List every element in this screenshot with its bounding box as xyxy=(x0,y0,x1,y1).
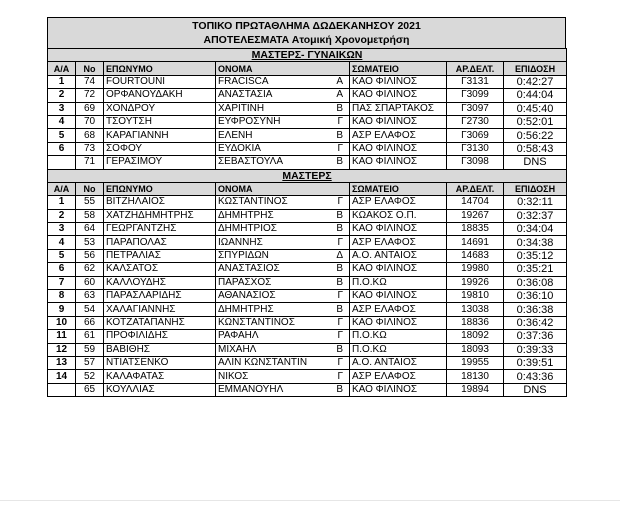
section-title-row xyxy=(48,169,567,182)
first-name: ΕΥΦΡΟΣΥΝΗ xyxy=(218,116,281,128)
name-wrap xyxy=(218,317,347,329)
club-cell: ΚΑΟ ΦΙΛΙΝΟΣ xyxy=(350,383,447,396)
surname-cell: ΚΑΛΛΟΥΔΗΣ xyxy=(104,276,216,289)
rank-cell: 4 xyxy=(48,115,76,128)
license-number-cell: 14704 xyxy=(447,196,504,209)
first-name-cell xyxy=(216,383,350,396)
col-time-header: ΕΠΙΔΟΣΗ xyxy=(504,182,567,195)
name-wrap xyxy=(218,223,347,235)
first-name-cell xyxy=(216,356,350,369)
surname-cell: ΧΑΤΖΗΔΗΜΗΤΡΗΣ xyxy=(104,209,216,222)
table-row xyxy=(48,383,567,396)
license-number-cell: Γ3099 xyxy=(447,89,504,102)
license-number-cell: 14691 xyxy=(447,236,504,249)
first-name: ΡΑΦΑΗΛ xyxy=(218,330,259,342)
club-cell: ΑΣΡ ΕΛΑΦΟΣ xyxy=(350,303,447,316)
club-cell: ΚΑΟ ΦΙΛΙΝΟΣ xyxy=(350,89,447,102)
club-cell: ΚΑΟ ΦΙΛΙΝΟΣ xyxy=(350,156,447,169)
bib-number-cell: 56 xyxy=(76,249,104,262)
bib-number-cell: 53 xyxy=(76,236,104,249)
table-row xyxy=(48,316,567,329)
age-category-letter: Α xyxy=(336,75,343,87)
first-name-cell xyxy=(216,290,350,303)
col-aa-header: Α/Α xyxy=(48,182,76,195)
first-name: ΑΝΑΣΤΑΣΙΑ xyxy=(218,89,273,101)
column-header-row xyxy=(48,62,567,75)
age-category-letter: Β xyxy=(336,156,343,168)
first-name: ΧΑΡΙΤΙΝΗ xyxy=(218,102,265,114)
club-cell: Π.Ο.ΚΩ xyxy=(350,276,447,289)
first-name-cell xyxy=(216,370,350,383)
license-number-cell: 18130 xyxy=(447,370,504,383)
name-wrap xyxy=(218,116,347,128)
license-number-cell: 19894 xyxy=(447,383,504,396)
license-number-cell: 18836 xyxy=(447,316,504,329)
bib-number-cell: 61 xyxy=(76,330,104,343)
first-name-cell xyxy=(216,249,350,262)
surname-cell: ΒΑΒΙΘΗΣ xyxy=(104,343,216,356)
surname-cell: ΓΕΡΑΣΙΜΟΥ xyxy=(104,156,216,169)
club-cell: ΚΑΟ ΦΙΛΙΝΟΣ xyxy=(350,115,447,128)
table-row xyxy=(48,75,567,88)
license-number-cell: 13038 xyxy=(447,303,504,316)
table-row xyxy=(48,115,567,128)
first-name-cell xyxy=(216,223,350,236)
first-name: ΣΠΥΡΙΔΩΝ xyxy=(218,250,269,262)
license-number-cell: 19267 xyxy=(447,209,504,222)
rank-cell: 7 xyxy=(48,276,76,289)
license-number-cell: 14683 xyxy=(447,249,504,262)
bib-number-cell: 63 xyxy=(76,290,104,303)
first-name: ΔΗΜΗΤΡΗΣ xyxy=(218,303,274,315)
name-wrap xyxy=(218,76,347,88)
first-name: ΑΘΑΝΑΣΙΟΣ xyxy=(218,290,276,302)
finish-time-cell: DNS xyxy=(504,383,567,396)
first-name-cell xyxy=(216,115,350,128)
club-cell: ΚΑΟ ΦΙΛΙΝΟΣ xyxy=(350,316,447,329)
first-name-cell xyxy=(216,142,350,155)
name-wrap xyxy=(218,210,347,222)
first-name: ΚΩΝΣΤΑΝΤΙΝΟΣ xyxy=(218,317,295,328)
first-name: ΔΗΜΗΤΡΗΣ xyxy=(218,209,274,221)
rank-cell: 3 xyxy=(48,223,76,236)
bib-number-cell: 68 xyxy=(76,129,104,142)
club-cell: ΚΑΟ ΦΙΛΙΝΟΣ xyxy=(350,290,447,303)
rank-cell: 6 xyxy=(48,263,76,276)
license-number-cell: Γ3097 xyxy=(447,102,504,115)
surname-cell: ΚΟΥΛΛΙΑΣ xyxy=(104,383,216,396)
surname-cell: ΠΑΡΑΠΟΛΑΣ xyxy=(104,236,216,249)
finish-time-cell: 0:32:37 xyxy=(504,209,567,222)
bib-number-cell: 70 xyxy=(76,115,104,128)
first-name-cell xyxy=(216,263,350,276)
club-cell: ΠΑΣ ΣΠΑΡΤΑΚΟΣ xyxy=(350,102,447,115)
club-cell: Α.Ο. ΑΝΤΑΙΟΣ xyxy=(350,249,447,262)
age-category-letter: Γ xyxy=(337,317,343,328)
first-name: ΕΛΕΝΗ xyxy=(218,129,253,141)
surname-cell: ΚΑΛΑΦΑΤΑΣ xyxy=(104,370,216,383)
table-row xyxy=(48,236,567,249)
license-number-cell: 19926 xyxy=(447,276,504,289)
club-cell: Π.Ο.ΚΩ xyxy=(350,330,447,343)
bib-number-cell: 62 xyxy=(76,263,104,276)
bib-number-cell: 54 xyxy=(76,303,104,316)
table-row xyxy=(48,290,567,303)
finish-time-cell: 0:35:21 xyxy=(504,263,567,276)
finish-time-cell: 0:45:40 xyxy=(504,102,567,115)
table-row xyxy=(48,370,567,383)
finish-time-cell: DNS xyxy=(504,156,567,169)
first-name-cell xyxy=(216,196,350,209)
bib-number-cell: 64 xyxy=(76,223,104,236)
finish-time-cell: 0:37:36 xyxy=(504,330,567,343)
rank-cell: 1 xyxy=(48,196,76,209)
finish-time-cell: 0:39:33 xyxy=(504,343,567,356)
first-name-cell xyxy=(216,316,350,329)
bib-number-cell: 73 xyxy=(76,142,104,155)
first-name: ΕΜΜΑΝΟΥΗΛ xyxy=(218,383,284,395)
finish-time-cell: 0:58:43 xyxy=(504,142,567,155)
first-name-cell xyxy=(216,75,350,88)
finish-time-cell: 0:52:01 xyxy=(504,115,567,128)
age-category-letter: Γ xyxy=(337,290,343,302)
surname-cell: ΠΑΡΑΣΛΑΡΙΔΗΣ xyxy=(104,290,216,303)
license-number-cell: Γ3130 xyxy=(447,142,504,155)
table-row xyxy=(48,142,567,155)
rank-cell: 4 xyxy=(48,236,76,249)
finish-time-cell: 0:44:04 xyxy=(504,89,567,102)
surname-cell: ΓΕΩΡΓΑΝΤΖΗΣ xyxy=(104,223,216,236)
surname-cell: ΤΣΟΥΤΣΗ xyxy=(104,115,216,128)
license-number-cell: Γ2730 xyxy=(447,115,504,128)
first-name-cell xyxy=(216,303,350,316)
first-name-cell xyxy=(216,102,350,115)
finish-time-cell: 0:36:08 xyxy=(504,276,567,289)
license-number-cell: 19955 xyxy=(447,356,504,369)
bib-number-cell: 58 xyxy=(76,209,104,222)
finish-time-cell: 0:32:11 xyxy=(504,196,567,209)
age-category-letter: Β xyxy=(336,129,343,141)
club-cell: ΚΑΟ ΦΙΛΙΝΟΣ xyxy=(350,263,447,276)
first-name: ΝΙΚΟΣ xyxy=(218,370,249,382)
table-row xyxy=(48,156,567,169)
license-number-cell: 18093 xyxy=(447,343,504,356)
table-row xyxy=(48,209,567,222)
bib-number-cell: 60 xyxy=(76,276,104,289)
surname-cell: ΠΡΟΦΙΛΙΔΗΣ xyxy=(104,330,216,343)
club-cell: ΚΑΟ ΦΙΛΙΝΟΣ xyxy=(350,223,447,236)
first-name: ΚΩΣΤΑΝΤΙΝΟΣ xyxy=(218,196,288,208)
age-category-letter: Γ xyxy=(337,142,343,154)
rank-cell xyxy=(48,156,76,169)
rank-cell: 5 xyxy=(48,129,76,142)
rank-cell: 8 xyxy=(48,290,76,303)
first-name: ΔΗΜΗΤΡΙΟΣ xyxy=(218,223,277,235)
name-wrap xyxy=(218,143,347,155)
finish-time-cell: 0:39:51 xyxy=(504,356,567,369)
club-cell: ΑΣΡ ΕΛΑΦΟΣ xyxy=(350,196,447,209)
table-row xyxy=(48,343,567,356)
name-wrap xyxy=(218,384,347,396)
club-cell: ΚΑΟ ΦΙΛΙΝΟΣ xyxy=(350,75,447,88)
name-wrap xyxy=(218,263,347,275)
col-card-header: ΑΡ.ΔΕΛΤ. xyxy=(447,62,504,75)
age-category-letter: Β xyxy=(336,303,343,315)
first-name: ΠΑΡΑΣΧΟΣ xyxy=(218,276,272,288)
first-name: ΑΝΑΣΤΑΣΙΟΣ xyxy=(218,263,280,275)
first-name: ΣΕΒΑΣΤΟΥΛΑ xyxy=(218,156,284,168)
results-header xyxy=(47,17,566,48)
bib-number-cell: 74 xyxy=(76,75,104,88)
finish-time-cell: 0:36:38 xyxy=(504,303,567,316)
club-cell: Α.Ο. ΑΝΤΑΙΟΣ xyxy=(350,356,447,369)
name-wrap xyxy=(218,277,347,289)
finish-time-cell: 0:35:12 xyxy=(504,249,567,262)
table-row xyxy=(48,102,567,115)
finish-time-cell: 0:34:38 xyxy=(504,236,567,249)
name-wrap xyxy=(218,344,347,356)
surname-cell: ΟΡΦΑΝΟΥΔΑΚΗ xyxy=(104,89,216,102)
license-number-cell: Γ3131 xyxy=(447,75,504,88)
bib-number-cell: 55 xyxy=(76,196,104,209)
section-title: ΜΑΣΤΕΡΣ- ΓΥΝΑΙΚΩΝ xyxy=(48,49,567,62)
license-number-cell: 18092 xyxy=(447,330,504,343)
col-no-header: No xyxy=(76,62,104,75)
name-wrap xyxy=(218,103,347,115)
bib-number-cell: 52 xyxy=(76,370,104,383)
age-category-letter: Δ xyxy=(336,250,343,262)
championship-title: ΤΟΠΙΚΟ ΠΡΩΤΑΘΛΗΜΑ ΔΩΔΕΚΑΝΗΣΟΥ 2021 xyxy=(192,20,421,32)
table-row xyxy=(48,303,567,316)
surname-cell: ΝΤΙΑΤΣΕΝΚΟ xyxy=(104,356,216,369)
bib-number-cell: 59 xyxy=(76,343,104,356)
results-table xyxy=(47,48,567,397)
col-name-header: ΟΝΟΜΑ xyxy=(216,62,350,75)
club-cell: ΑΣΡ ΕΛΑΦΟΣ xyxy=(350,236,447,249)
table-row xyxy=(48,129,567,142)
rank-cell: 12 xyxy=(48,343,76,356)
finish-time-cell: 0:36:10 xyxy=(504,290,567,303)
name-wrap xyxy=(218,304,347,316)
bib-number-cell: 71 xyxy=(76,156,104,169)
age-category-letter: Β xyxy=(336,102,343,114)
age-category-letter: Β xyxy=(336,263,343,275)
section-title: ΜΑΣΤΕΡΣ xyxy=(48,169,567,182)
age-category-letter: Β xyxy=(336,276,343,288)
age-category-letter: Β xyxy=(336,383,343,395)
surname-cell: ΚΑΡΑΓΙΑΝΝΗ xyxy=(104,129,216,142)
rank-cell: 5 xyxy=(48,249,76,262)
rank-cell: 3 xyxy=(48,102,76,115)
col-aa-header: Α/Α xyxy=(48,62,76,75)
name-wrap xyxy=(218,156,347,168)
finish-time-cell: 0:42:27 xyxy=(504,75,567,88)
col-no-header: No xyxy=(76,182,104,195)
surname-cell: ΣΟΦΟΥ xyxy=(104,142,216,155)
rank-cell: 2 xyxy=(48,209,76,222)
col-card-header: ΑΡ.ΔΕΛΤ. xyxy=(447,182,504,195)
age-category-letter: Γ xyxy=(337,236,343,248)
results-subtitle: ΑΠΟΤΕΛΕΣΜΑΤΑ Ατομική Χρονομετρήση xyxy=(203,34,410,46)
first-name-cell xyxy=(216,156,350,169)
name-wrap xyxy=(218,237,347,249)
first-name: ΕΥΔΟΚΙΑ xyxy=(218,142,261,154)
bib-number-cell: 65 xyxy=(76,383,104,396)
license-number-cell: 19980 xyxy=(447,263,504,276)
table-row xyxy=(48,89,567,102)
first-name-cell xyxy=(216,236,350,249)
first-name: FRACISCA xyxy=(218,75,269,87)
surname-cell: ΧΑΛΑΓΙΑΝΝΗΣ xyxy=(104,303,216,316)
name-wrap xyxy=(218,330,347,342)
name-wrap xyxy=(218,357,347,369)
finish-time-cell: 0:56:22 xyxy=(504,129,567,142)
bib-number-cell: 57 xyxy=(76,356,104,369)
first-name-cell xyxy=(216,330,350,343)
first-name-cell xyxy=(216,129,350,142)
finish-time-cell: 0:43:36 xyxy=(504,370,567,383)
age-category-letter: Β xyxy=(336,343,343,355)
license-number-cell: 19810 xyxy=(447,290,504,303)
first-name-cell xyxy=(216,343,350,356)
rank-cell: 14 xyxy=(48,370,76,383)
results-sheet xyxy=(47,17,566,397)
name-wrap xyxy=(218,89,347,101)
surname-cell: ΚΟΤΖΑΤΑΠΑΝΗΣ xyxy=(104,316,216,329)
table-row xyxy=(48,249,567,262)
col-surname-header: ΕΠΩΝΥΜΟ xyxy=(104,62,216,75)
age-category-letter: Γ xyxy=(337,116,343,128)
license-number-cell: Γ3098 xyxy=(447,156,504,169)
club-cell: ΚΑΟ ΦΙΛΙΝΟΣ xyxy=(350,142,447,155)
surname-cell: ΒΙΤΖΗΛΑΙΟΣ xyxy=(104,196,216,209)
first-name: ΜΙΧΑΗΛ xyxy=(218,343,257,355)
bib-number-cell: 66 xyxy=(76,316,104,329)
age-category-letter: Γ xyxy=(337,196,343,208)
rank-cell: 11 xyxy=(48,330,76,343)
page-divider xyxy=(0,500,620,501)
name-wrap xyxy=(218,196,347,208)
surname-cell: ΚΑΛΣΑΤΟΣ xyxy=(104,263,216,276)
table-row xyxy=(48,330,567,343)
surname-cell: ΠΕΤΡΑΛΙΑΣ xyxy=(104,249,216,262)
rank-cell: 6 xyxy=(48,142,76,155)
first-name: ΑΛΙΝ ΚΩΝΣΤΑΝΤΙΝ xyxy=(218,357,308,369)
license-number-cell: 18835 xyxy=(447,223,504,236)
rank-cell: 1 xyxy=(48,75,76,88)
first-name-cell xyxy=(216,276,350,289)
surname-cell: FOURTOUNI xyxy=(104,75,216,88)
rank-cell: 10 xyxy=(48,316,76,329)
col-surname-header: ΕΠΩΝΥΜΟ xyxy=(104,182,216,195)
column-header-row xyxy=(48,182,567,195)
rank-cell: 9 xyxy=(48,303,76,316)
surname-cell: ΧΟΝΔΡΟΥ xyxy=(104,102,216,115)
col-name-header: ΟΝΟΜΑ xyxy=(216,182,350,195)
name-wrap xyxy=(218,250,347,262)
table-row xyxy=(48,196,567,209)
table-row xyxy=(48,356,567,369)
name-wrap xyxy=(218,371,347,383)
finish-time-cell: 0:34:04 xyxy=(504,223,567,236)
rank-cell xyxy=(48,383,76,396)
age-category-letter: Α xyxy=(336,89,343,101)
bib-number-cell: 69 xyxy=(76,102,104,115)
first-name: ΙΩΑΝΝΗΣ xyxy=(218,236,263,248)
name-wrap xyxy=(218,290,347,302)
club-cell: ΑΣΡ ΕΛΑΦΟΣ xyxy=(350,129,447,142)
first-name-cell xyxy=(216,89,350,102)
bib-number-cell: 72 xyxy=(76,89,104,102)
license-number-cell: Γ3069 xyxy=(447,129,504,142)
first-name-cell xyxy=(216,209,350,222)
club-cell: ΑΣΡ ΕΛΑΦΟΣ xyxy=(350,370,447,383)
club-cell: Π.Ο.ΚΩ xyxy=(350,343,447,356)
table-row xyxy=(48,263,567,276)
name-wrap xyxy=(218,130,347,142)
age-category-letter: Γ xyxy=(337,330,343,342)
table-row xyxy=(48,276,567,289)
table-row xyxy=(48,223,567,236)
club-cell: ΚΩΑΚΟΣ Ο.Π. xyxy=(350,209,447,222)
section-title-row xyxy=(48,49,567,62)
age-category-letter: Γ xyxy=(337,357,343,369)
rank-cell: 13 xyxy=(48,356,76,369)
age-category-letter: Β xyxy=(336,223,343,235)
rank-cell: 2 xyxy=(48,89,76,102)
col-club-header: ΣΩΜΑΤΕΙΟ xyxy=(350,182,447,195)
col-time-header: ΕΠΙΔΟΣΗ xyxy=(504,62,567,75)
age-category-letter: Γ xyxy=(337,370,343,382)
col-club-header: ΣΩΜΑΤΕΙΟ xyxy=(350,62,447,75)
finish-time-cell: 0:36:42 xyxy=(504,316,567,329)
age-category-letter: Β xyxy=(336,209,343,221)
